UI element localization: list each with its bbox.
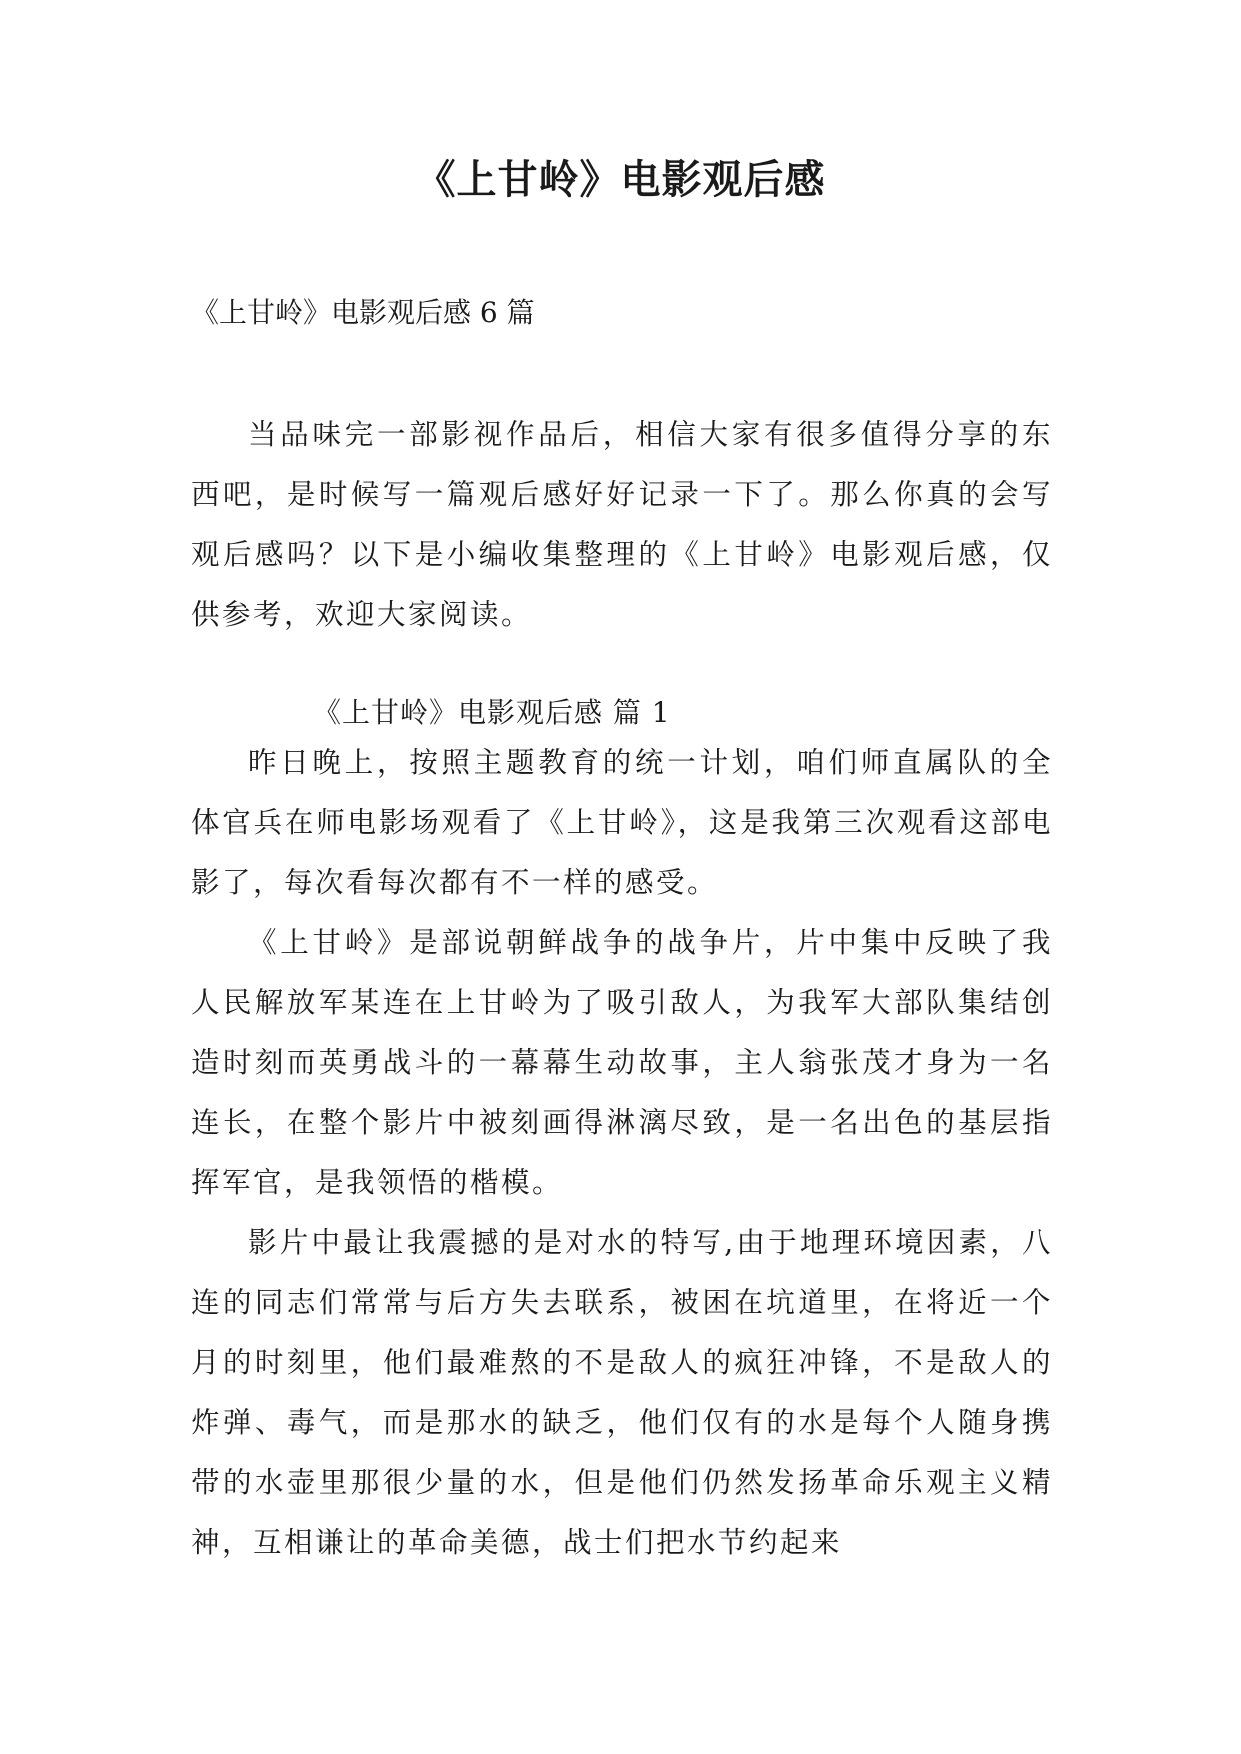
- document-subtitle: 《上甘岭》电影观后感 6 篇: [191, 296, 535, 329]
- document-title: 《上甘岭》电影观后感: [415, 157, 826, 203]
- intro-paragraph: 当品味完一部影视作品后，相信大家有很多值得分享的东西吧，是时候写一篇观后感好好记录一下了。那么你真的会写观后感吗？以下是小编收集整理的《上甘岭》电影观后感，仅供参考，欢迎大家阅读。: [191, 418, 1053, 631]
- section-1-paragraph: 昨日晚上，按照主题教育的统一计划，咱们师直属队的全体官兵在师电影场观看了《上甘岭》，这是我第三次观看这部电影了，每次看每次都有不一样的感受。: [191, 746, 1053, 899]
- section-1: [191, 693, 1053, 1573]
- section-1-paragraph: 《上甘岭》是部说朝鲜战争的战争片，片中集中反映了我人民解放军某连在上甘岭为了吸引敌人，为我军大部队集结创造时刻而英勇战斗的一幕幕生动故事，主人翁张茂才身为一名连长，在整个影片中被刻画得淋漓尽致，是一名出色的基层指挥军官，是我领悟的楷模。: [191, 926, 1053, 1199]
- intro-section: [191, 405, 1053, 645]
- section-1-paragraph: 影片中最让我震撼的是对水的特写,由于地理环境因素，八连的同志们常常与后方失去联系，被困在坑道里，在将近一个月的时刻里，他们最难熬的不是敌人的疯狂冲锋，不是敌人的炸弹、毒气，而是那水的缺乏，他们仅有的水是每个人随身携带的水壶里那很少量的水，但是他们仍然发扬革命乐观主义精神，互相谦让的革命美德，战士们把水节约起来: [191, 1226, 1053, 1559]
- section-1-heading: 《上甘岭》电影观后感 篇 1: [313, 696, 671, 729]
